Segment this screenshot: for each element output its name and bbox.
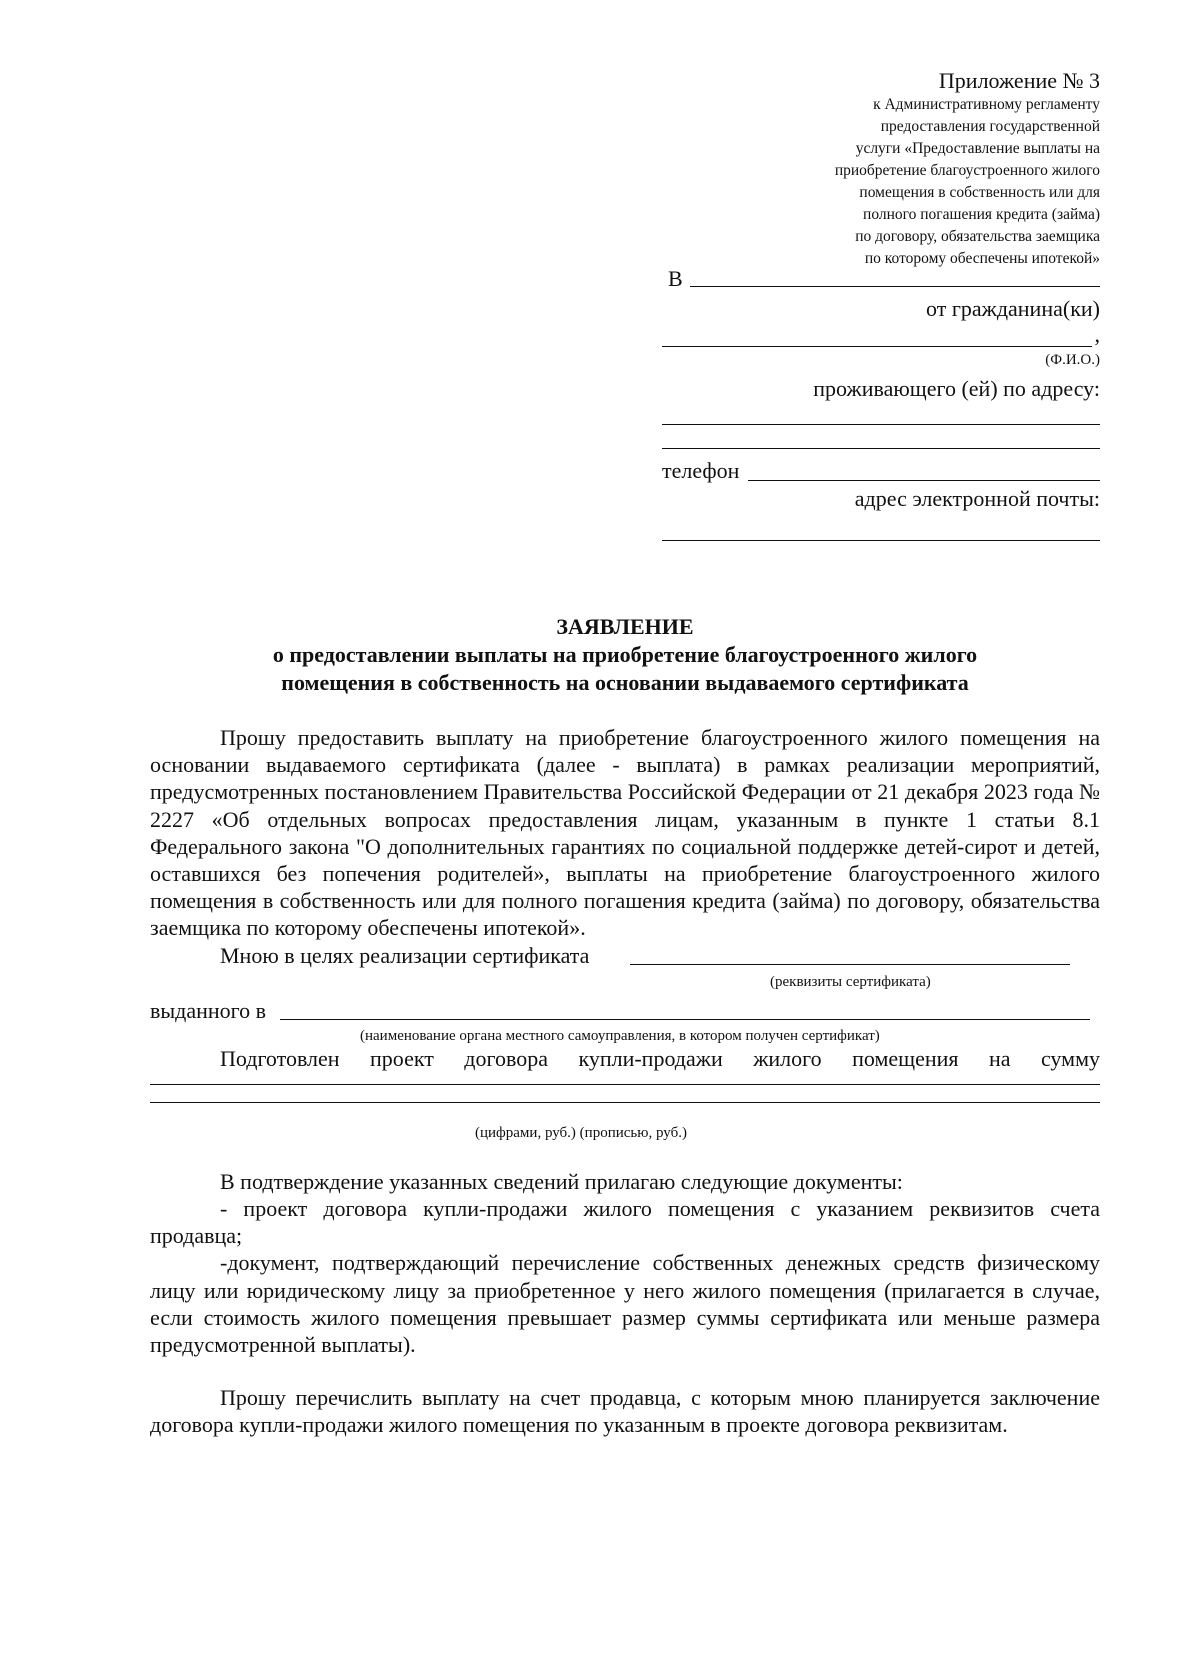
email-field[interactable] [662, 540, 1100, 541]
annex-line: приобретение благоустроенного жилого [834, 162, 1100, 179]
title-subline: помещения в собственность на основании выдаваемого сертификата [281, 670, 969, 695]
title-subline: о предоставлении выплаты на приобретение благоустроенного жилого [272, 642, 978, 667]
from-row [668, 296, 1100, 324]
phone-label: телефон [662, 458, 740, 483]
issued-caption-row [150, 1021, 1100, 1045]
document-body [150, 724, 1100, 1439]
address-label-row [668, 376, 1100, 404]
phone-field[interactable] [748, 480, 1100, 481]
issued-field[interactable] [280, 1019, 1090, 1020]
phone-row [662, 458, 1100, 486]
annex-line: помещения в собственность или для [859, 184, 1100, 201]
annex-header [700, 68, 1100, 270]
annex-line: полного погашения кредита (займа) [863, 206, 1100, 223]
issued-label: выданного в [150, 997, 267, 1023]
address-line-1 [668, 404, 1100, 428]
attachment-item: -документ, подтверждающий перечисление собственных денежных средств физическому лицу или юридическому лицу за приобретенное у него жилого помещения (прилагается в случае, если стоимость жилого помещения превышает размер суммы сертификата или меньше размера предусмотренной выплаты). [150, 1250, 1100, 1358]
recipient-row [668, 266, 1100, 294]
address-line-2 [668, 428, 1100, 454]
annex-line: услуги «Предоставление выплаты на [855, 140, 1100, 157]
attachments-intro: В подтверждение указанных сведений прилагаю следующие документы: [220, 1168, 903, 1194]
fio-field[interactable] [662, 346, 1092, 347]
contract-sum-text: Подготовлен проект договора купли-продажи жилого помещения на сумму [220, 1045, 1100, 1071]
issued-caption: (наименование органа местного самоуправления, в котором получен сертификат) [360, 1027, 880, 1044]
document-title [150, 613, 1100, 697]
fio-caption-row [668, 352, 1100, 372]
spacer [150, 1358, 1100, 1384]
transfer-request-paragraph: Прошу перечислить выплату на счет продавца, с которым мною планируется заключение договора купли-продажи жилого помещения по указанным в проекте договора реквизитам. [150, 1385, 1100, 1438]
email-label-row [668, 486, 1100, 514]
sum-field-1[interactable] [150, 1084, 1100, 1085]
recipient-prefix: В [668, 266, 683, 291]
recipient-field[interactable] [690, 286, 1100, 287]
sum-line-1 [150, 1072, 1100, 1096]
title-main: ЗАЯВЛЕНИЕ [556, 614, 694, 639]
addressee-block [662, 266, 1100, 548]
sum-caption: (цифрами, руб.) (прописью, руб.) [475, 1124, 687, 1141]
from-label: от гражданина(ки) [926, 296, 1100, 321]
annex-title: Приложение № 3 [938, 68, 1100, 93]
certificate-row [150, 942, 1100, 969]
annex-line: предоставления государственной [880, 118, 1100, 135]
email-label: адрес электронной почты: [854, 486, 1100, 511]
address-field-2[interactable] [662, 448, 1100, 449]
annex-line: по которому обеспечены ипотекой» [864, 250, 1100, 267]
annex-line: к Административному регламенту [873, 96, 1100, 113]
certificate-field[interactable] [630, 964, 1070, 965]
sum-caption-row [150, 1116, 1100, 1142]
sum-field-2[interactable] [150, 1102, 1100, 1103]
issued-row [150, 997, 1100, 1021]
email-line [668, 514, 1100, 548]
certificate-caption-row [150, 969, 1100, 997]
request-paragraph: Прошу предоставить выплату на приобретение благоустроенного жилого помещения на основании выдаваемого сертификата (далее - выплата) в рамках реализации мероприятий, предусмотренных постановлением Правительства Российской Федерации от 21 декабря 2023 года № 2227 «Об отдельных вопросах предоставления лицам, указанным в пункте 1 статьи 8.1 Федерального закона "О дополнительных гарантиях по социальной поддержке детей-сирот и детей, оставшихся без попечения родителей», выплаты на приобретение благоустроенного жилого помещения в собственность или для полного погашения кредита (займа) по договору, обязательства заемщика по которому обеспечены ипотекой». [150, 725, 1100, 941]
certificate-caption: (реквизиты сертификата) [770, 973, 931, 990]
certificate-label: Мною в целях реализации сертификата [220, 942, 590, 968]
address-label: проживающего (ей) по адресу: [813, 376, 1100, 401]
address-field-1[interactable] [662, 424, 1100, 425]
fio-row [668, 322, 1100, 352]
annex-line: по договору, обязательства заемщика [855, 228, 1100, 245]
fio-caption: (Ф.И.О.) [1045, 352, 1100, 368]
attachment-item: - проект договора купли-продажи жилого помещения с указанием реквизитов счета продавца; [150, 1196, 1100, 1249]
fio-comma: , [1094, 322, 1100, 347]
sum-line-2 [150, 1096, 1100, 1116]
